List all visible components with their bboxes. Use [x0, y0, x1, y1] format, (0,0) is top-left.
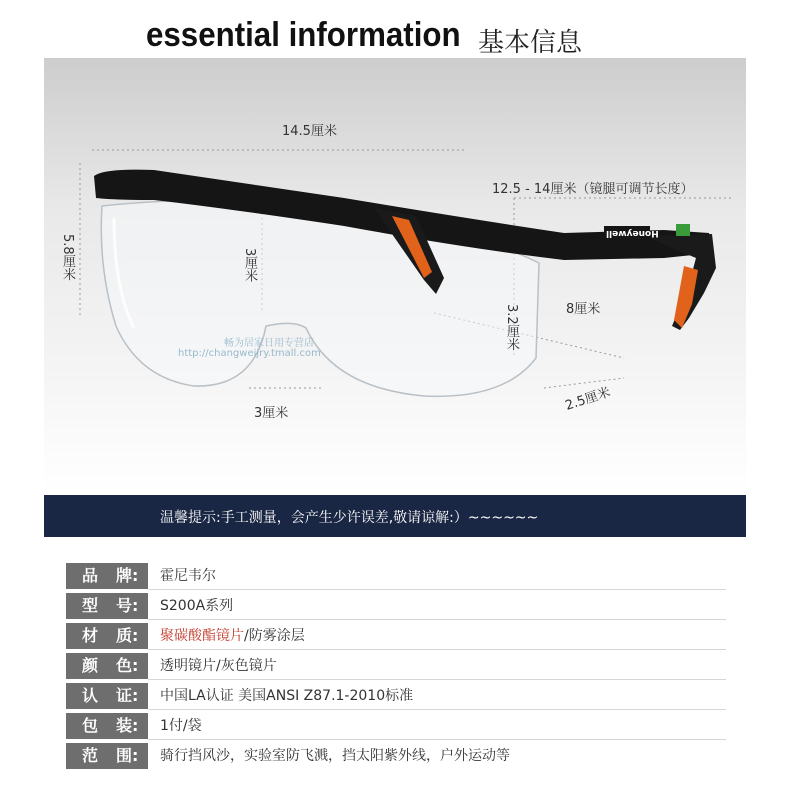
spec-row-package: [66, 713, 726, 739]
spec-label-char2: 质:: [116, 626, 139, 645]
spec-row-scope: [66, 743, 726, 769]
spec-value: 骑行挡风沙，实验室防飞溅，挡太阳紫外线，户外运动等: [160, 748, 510, 764]
spec-row-brand: [66, 563, 726, 589]
spec-label-char1: 品: [82, 566, 99, 585]
dim-temple-length: 12.5 - 14厘米（镜腿可调节长度）: [492, 182, 694, 197]
tip-bar: [44, 495, 746, 537]
spec-label-char1: 颜: [82, 656, 99, 675]
spec-label: [66, 743, 148, 769]
spec-value-highlight: 聚碳酸酯镜片: [160, 628, 244, 644]
dim-side-depth: 8厘米: [566, 302, 601, 317]
tip-text: 温馨提示:手工测量，会产生少许误差,敬请谅解:）~~~~~~: [160, 510, 539, 526]
spec-value: 霍尼韦尔: [160, 568, 216, 584]
spec-label: [66, 593, 148, 619]
spec-label-char1: 包: [82, 716, 99, 735]
spec-label-char2: 牌:: [116, 566, 139, 585]
dim-bridge-width: 3厘米: [254, 406, 289, 421]
spec-label-char2: 号:: [116, 596, 139, 615]
spec-label: [66, 563, 148, 589]
dim-height-left: 5.8厘米: [60, 234, 75, 281]
spec-value: 1付/袋: [160, 718, 202, 734]
spec-label-char1: 范: [82, 746, 99, 765]
spec-value: S200A系列: [160, 598, 234, 614]
dim-lens-height: 3厘米: [242, 248, 257, 283]
spec-row-material: [66, 623, 726, 649]
spec-label: [66, 713, 148, 739]
header-title-cn: 基本信息: [478, 28, 583, 58]
spec-row-color: [66, 653, 726, 679]
spec-row-model: [66, 593, 726, 619]
spec-value-rest: /防雾涂层: [244, 628, 305, 644]
spec-label: [66, 623, 148, 649]
spec-row-certification: [66, 683, 726, 709]
brand-print: Honeywell: [606, 228, 659, 238]
divider: [148, 619, 726, 620]
divider: [148, 679, 726, 680]
dim-temple-width: 2.5厘米: [563, 385, 613, 414]
watermark-url: http://changweijry.tmall.com: [178, 348, 321, 359]
spec-value: 中国LA认证 美国ANSI Z87.1-2010标准: [160, 688, 414, 704]
spec-label-char2: 色:: [116, 656, 139, 675]
divider: [148, 709, 726, 710]
watermark-shop: 畅为居家日用专营店: [224, 338, 314, 349]
spec-label-char2: 围:: [116, 746, 139, 765]
spec-label-char2: 证:: [116, 686, 139, 705]
dim-width-total: 14.5厘米: [282, 124, 337, 139]
spec-value: [160, 623, 305, 649]
spec-label: [66, 653, 148, 679]
spec-label: [66, 683, 148, 709]
dim-side-height: 3.2厘米: [504, 304, 519, 351]
spec-label-char2: 装:: [116, 716, 139, 735]
divider: [148, 739, 726, 740]
divider: [148, 649, 726, 650]
glasses-illustration: [44, 58, 746, 495]
header-title-en: essential information: [146, 16, 461, 54]
product-photo: [44, 58, 746, 495]
spec-value: 透明镜片/灰色镜片: [160, 658, 277, 674]
spec-label-char1: 认: [82, 686, 99, 705]
spec-label-char1: 型: [82, 596, 99, 615]
spec-label-char1: 材: [82, 626, 99, 645]
divider: [148, 589, 726, 590]
